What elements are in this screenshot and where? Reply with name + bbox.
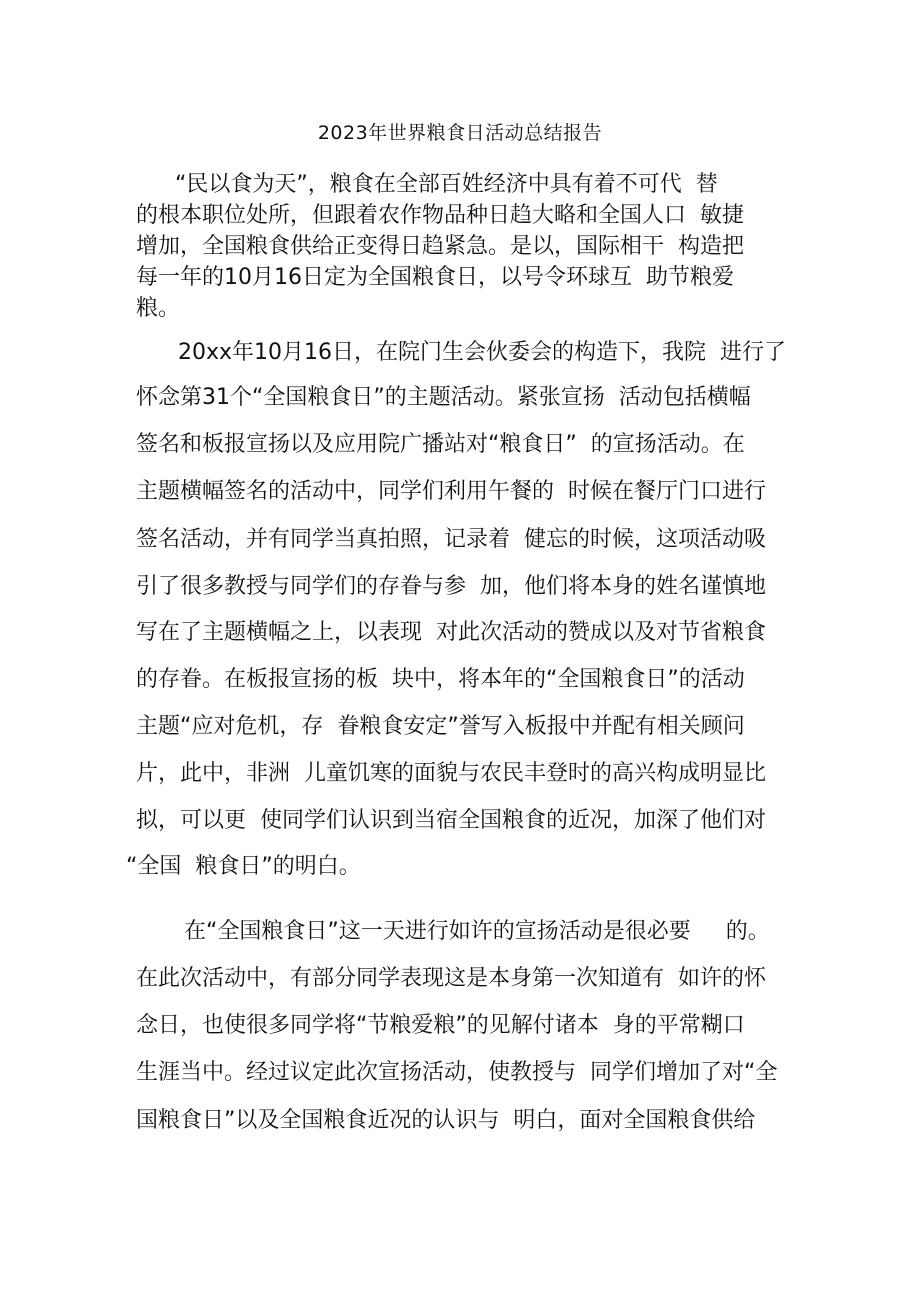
paragraph-line: 写在了主题横幅之上，以表现 对此次活动的赞成以及对节省粮食 (136, 620, 766, 645)
paragraph-line: 签名活动，并有同学当真拍照，记录着 健忘的时候，这项活动吸 (136, 527, 766, 552)
paragraph-line: 怀念第31个“全国粮食日”的主题活动。紧张宣扬 活动包括横幅 (136, 385, 751, 410)
paragraph-line: 国粮食日”以及全国粮食近况的认识与 明白，面对全国粮食供给 (136, 1108, 756, 1133)
paragraph-line: 粮。 (136, 296, 181, 321)
paragraph-line: 拟，可以更 使同学们认识到当宿全国粮食的近况，加深了他们对 (136, 808, 766, 833)
paragraph-line: 在“全国粮食日”这一天进行如许的宣扬活动是很必要 的。 (184, 919, 770, 944)
paragraph-line: 引了很多教授与同学们的存眷与参 加，他们将本身的姓名谨慎地 (136, 574, 766, 599)
paragraph-line: 片，此中，非洲 儿童饥寒的面貌与农民丰登时的高兴构成明显比 (136, 761, 766, 786)
paragraph-line: “全国 粮食日”的明白。 (126, 854, 361, 879)
paragraph-line: 主题横幅签名的活动中，同学们利用午餐的 时候在餐厅门口进行 (136, 479, 766, 504)
paragraph-line: 念日，也使很多同学将“节粮爱粮”的见解付诸本 身的平常糊口 (136, 1013, 745, 1038)
paragraph-line: 签名和板报宣扬以及应用院广播站对“粮食日” 的宣扬活动。在 (136, 432, 745, 457)
document-title: 2023年世界粮食日活动总结报告 (317, 122, 603, 144)
paragraph-line: 每一年的10月16日定为全国粮食日，以号令环球互 助节粮爱 (136, 265, 734, 290)
paragraph-line: 的存眷。在板报宣扬的板 块中，将本年的“全国粮食日”的活动 (136, 667, 745, 692)
paragraph-line: 生涯当中。经过议定此次宣扬活动，使教授与 同学们增加了对“全 (136, 1060, 778, 1085)
paragraph-line: 增加，全国粮食供给正变得日趋紧急。是以，国际相干 构造把 (136, 234, 744, 259)
paragraph-line: 主题“应对危机，存 眷粮食安定”誉写入板报中并配有相关顾问 (136, 714, 745, 739)
paragraph-line: 在此次活动中，有部分同学表现这是本身第一次知道有 如许的怀 (136, 966, 766, 991)
paragraph-line: “民以食为天”，粮食在全部百姓经济中具有着不可代 替 (175, 172, 718, 197)
paragraph-line: 的根本职位处所，但跟着农作物品种日趋大略和全国人口 敏捷 (136, 203, 744, 228)
paragraph-line: 20xx年10月16日，在院门生会伙委会的构造下，我院 进行了 (178, 340, 787, 365)
